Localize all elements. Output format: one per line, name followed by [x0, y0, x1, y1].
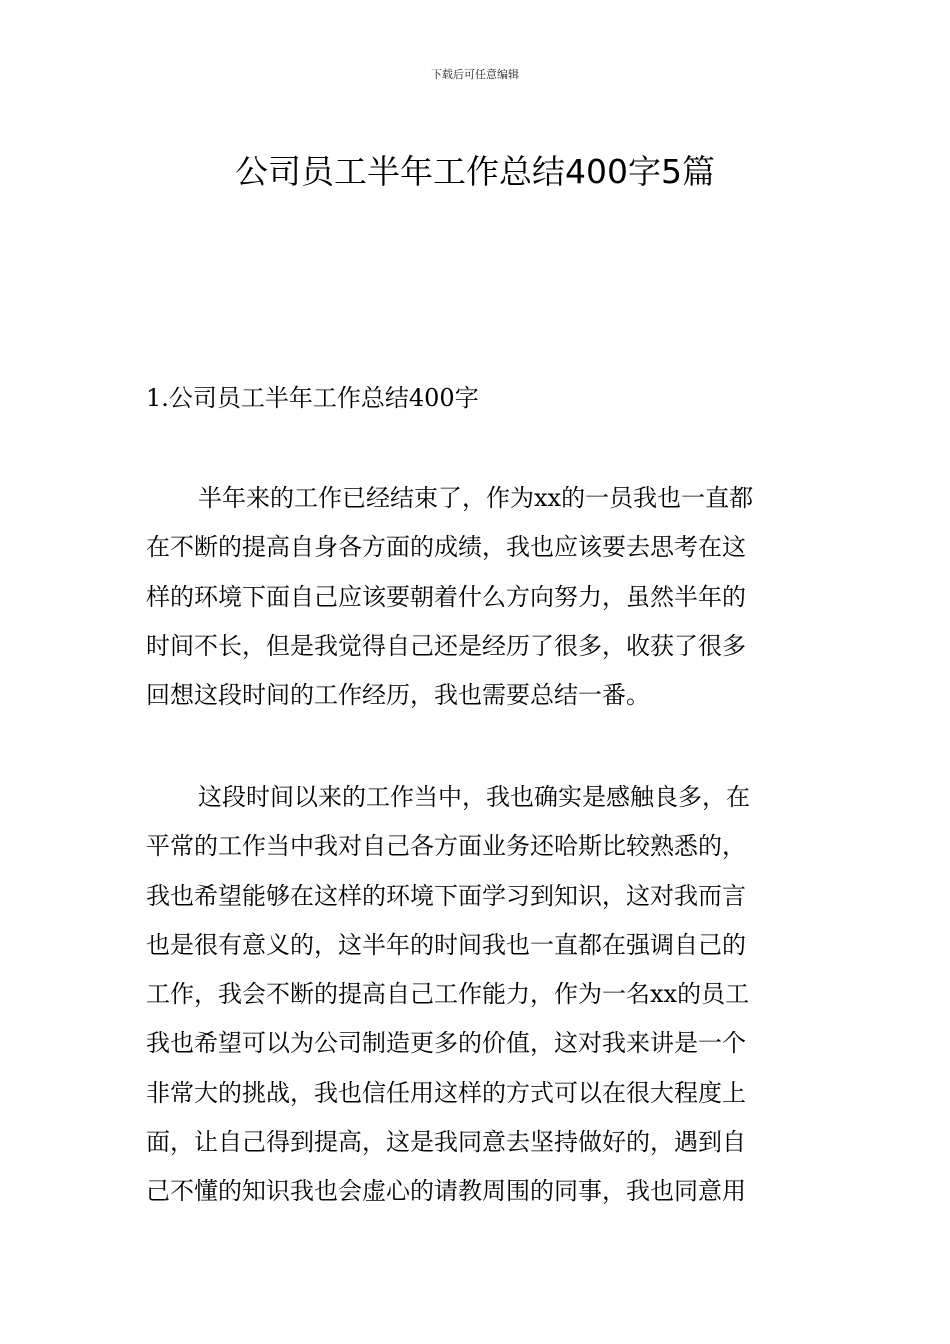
paragraph-line: 半年来的工作已经结束了，作为xx的一员我也一直都: [198, 484, 754, 512]
paragraph-2: [146, 773, 810, 1217]
paragraph-line: 这段时间以来的工作当中，我也确实是感触良多，在: [198, 783, 750, 811]
paragraph-line: 己不懂的知识我也会虚心的请教周围的同事，我也同意用: [146, 1177, 746, 1206]
paragraph-1: [146, 474, 810, 720]
paragraph-line: 面，让自己得到提高，这是我同意去坚持做好的，遇到自: [146, 1128, 746, 1157]
paragraph-line: 我也希望可以为公司制造更多的价值，这对我来讲是一个: [146, 1029, 746, 1058]
document-title: 公司员工半年工作总结400字5篇: [235, 152, 715, 192]
header-note: 下载后可任意编辑: [431, 68, 519, 81]
paragraph-line: 样的环境下面自己应该要朝着什么方向努力，虽然半年的: [146, 582, 746, 611]
paragraph-line: 在不断的提高自身各方面的成绩，我也应该要去思考在这: [146, 533, 746, 562]
paragraph-line: 时间不长，但是我觉得自己还是经历了很多，收获了很多: [146, 631, 746, 660]
paragraph-line: 非常大的挑战，我也信任用这样的方式可以在很大程度上: [146, 1078, 746, 1107]
section-heading: 1.公司员工半年工作总结400字: [146, 384, 479, 412]
paragraph-line: 我也希望能够在这样的环境下面学习到知识，这对我而言: [146, 881, 746, 910]
paragraph-line: 工作，我会不断的提高自己工作能力，作为一名xx的员工: [146, 980, 750, 1009]
paragraph-line: 回想这段时间的工作经历，我也需要总结一番。: [146, 681, 650, 710]
paragraph-line: 也是很有意义的，这半年的时间我也一直都在强调自己的: [146, 930, 746, 959]
paragraph-line: 平常的工作当中我对自己各方面业务还哈斯比较熟悉的，: [146, 832, 746, 861]
